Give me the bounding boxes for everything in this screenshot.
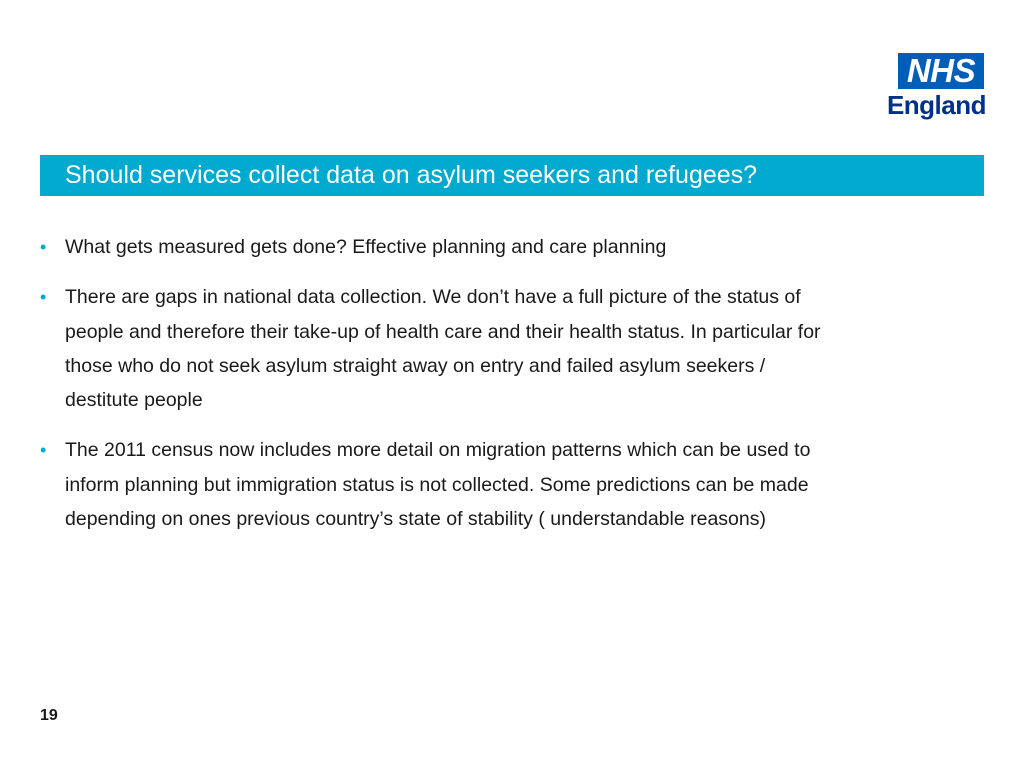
title-bar [40, 155, 984, 196]
bullet-text: There are gaps in national data collection. We don’t have a full picture of the status of people and therefore their take-up of health care and their health status. In particular for those who do not seek asylum straight away on entry and failed asylum seekers / destitute people [65, 286, 821, 412]
nhs-england-logo [876, 53, 986, 123]
bullet-text: The 2011 census now includes more detail on migration patterns which can be used to inform planning but immigration status is not collected. Some predictions can be made depending on ones previous country’s state of stability ( understandable reasons) [65, 439, 811, 531]
bullet-item [40, 280, 840, 417]
page-number: 19 [40, 707, 58, 724]
bullet-list [40, 230, 840, 552]
bullet-item [40, 230, 840, 264]
bullet-item [40, 433, 840, 536]
bullet-marker: • [40, 440, 47, 461]
bullet-marker: • [40, 287, 47, 308]
bullet-marker: • [40, 237, 47, 257]
nhs-logo-england: England [886, 90, 986, 120]
slide-title: Should services collect data on asylum seekers and refugees? [65, 161, 758, 189]
nhs-logo-box: NHS [898, 53, 984, 89]
bullet-text: What gets measured gets done? Effective planning and care planning [65, 236, 667, 258]
